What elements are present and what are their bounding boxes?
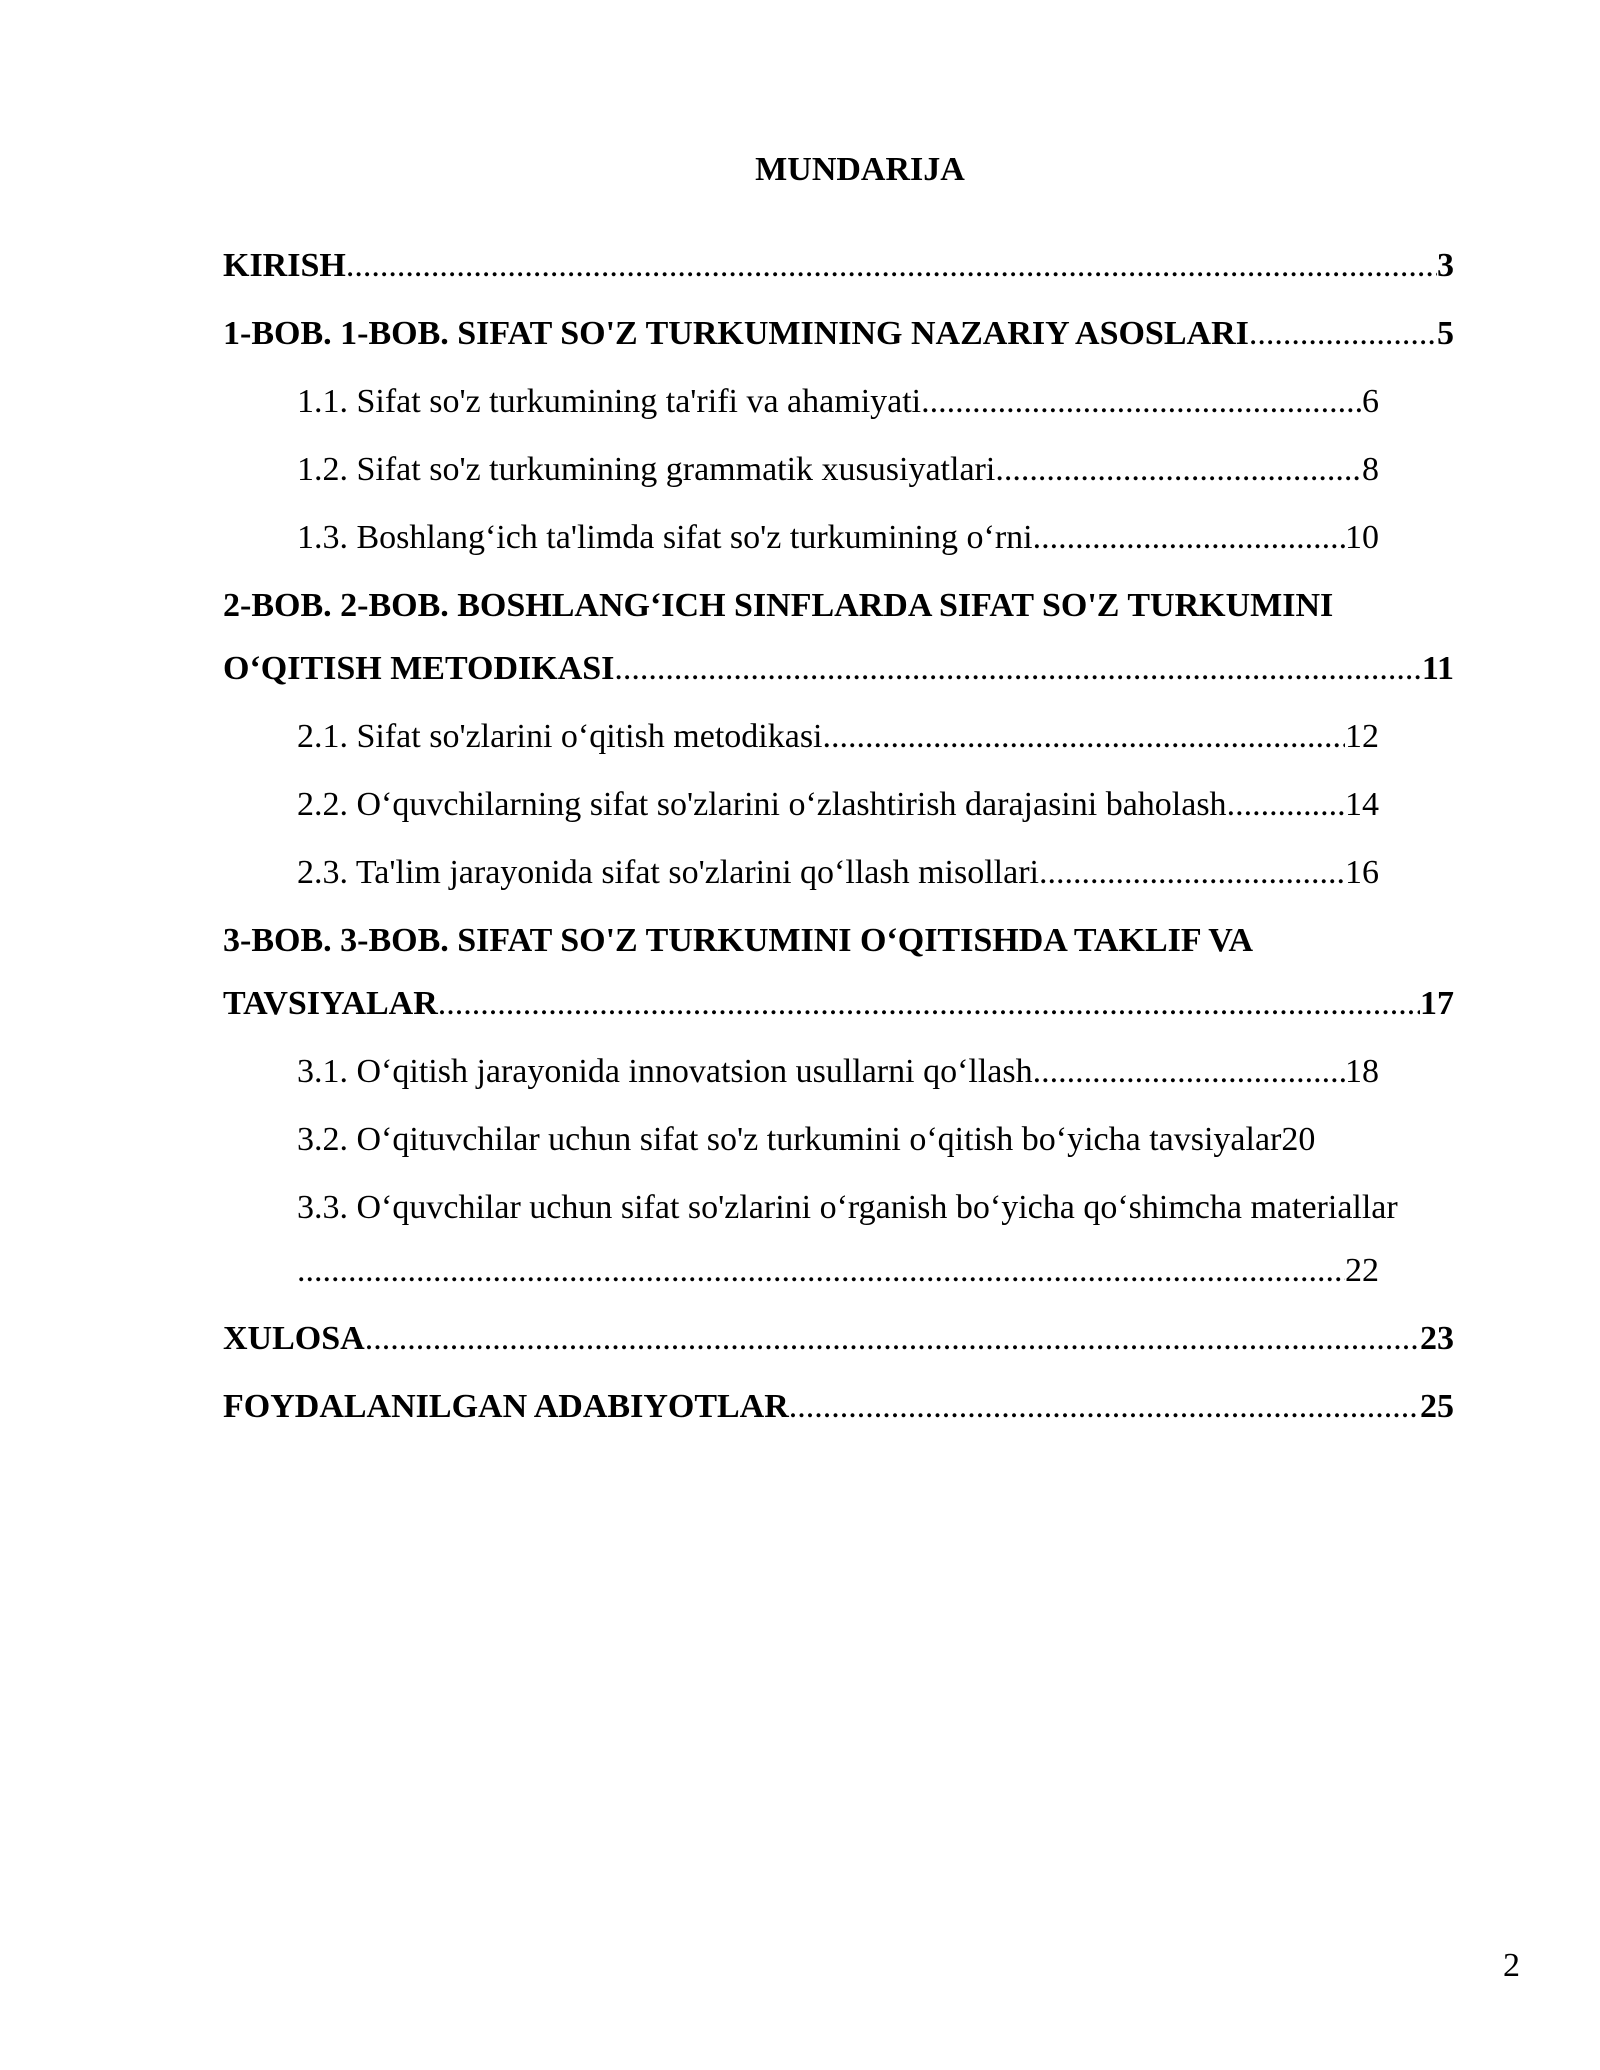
toc-entry-page: 6 <box>1362 383 1379 420</box>
toc-leader-dots <box>1249 314 1437 354</box>
toc-entry-title: 2.1. Sifat so'zlarini o‘qitish metodikasi <box>297 718 823 755</box>
toc-entry-title: O‘QITISH METODIKASI <box>223 650 615 687</box>
toc-entry-title: FOYDALANILGAN ADABIYOTLAR <box>223 1388 789 1425</box>
toc-entry-page: 20 <box>1281 1121 1316 1158</box>
toc-entry-page: 11 <box>1421 650 1454 687</box>
toc-leader-dots <box>1227 785 1345 825</box>
toc-entry-adabiyotlar[interactable] <box>223 1387 1454 1427</box>
page-title: MUNDARIJA <box>755 151 965 188</box>
toc-leader-dots <box>921 382 1362 422</box>
toc-entry-2-3[interactable] <box>297 853 1379 893</box>
toc-entry-title: 1-BOB. 1-BOB. SIFAT SO'Z TURKUMINING NAZARIY ASOSLARI <box>223 315 1249 352</box>
toc-leader-dots <box>614 649 1421 689</box>
toc-leader-dots <box>346 246 1437 286</box>
toc-entry-title: 3.1. O‘qitish jarayonida innovatsion usullarni qo‘llash <box>297 1053 1033 1090</box>
toc-entry-3-2[interactable] <box>297 1120 1427 1160</box>
toc-entry-title: XULOSA <box>223 1320 365 1357</box>
toc-entry-3-3-line1[interactable]: 3.3. O‘quvchilar uchun sifat so'zlarini o‘rganish bo‘yicha qo‘shimcha materiallar <box>297 1189 1398 1226</box>
toc-entry-page: 14 <box>1345 786 1379 823</box>
toc-leader-dots <box>995 450 1362 490</box>
toc-entry-2-2[interactable] <box>297 785 1379 825</box>
toc-entry-page: 8 <box>1362 451 1379 488</box>
toc-entry-page: 22 <box>1345 1252 1379 1289</box>
toc-entry-1-2[interactable] <box>297 450 1379 490</box>
toc-entry-1-1[interactable] <box>297 382 1379 422</box>
toc-entry-page: 5 <box>1437 315 1454 352</box>
toc-entry-3-3[interactable] <box>297 1251 1379 1291</box>
toc-leader-dots <box>823 717 1345 757</box>
toc-entry-title: TAVSIYALAR <box>223 985 438 1022</box>
toc-leader-dots <box>297 1251 1345 1291</box>
toc-entry-page: 23 <box>1420 1320 1454 1357</box>
toc-leader-dots <box>1039 853 1345 893</box>
toc-leader-dots <box>1033 1052 1345 1092</box>
toc-entry-title: 2.2. O‘quvchilarning sifat so'zlarini o‘zlashtirish darajasini baholash <box>297 786 1227 823</box>
toc-leader-dots <box>365 1319 1420 1359</box>
toc-leader-dots <box>438 984 1420 1024</box>
toc-entry-title: 1.3. Boshlang‘ich ta'limda sifat so'z turkumining o‘rni <box>297 519 1033 556</box>
toc-entry-2-1[interactable] <box>297 717 1379 757</box>
toc-leader-dots <box>1033 518 1345 558</box>
toc-entry-bob1[interactable] <box>223 314 1454 354</box>
toc-entry-xulosa[interactable] <box>223 1319 1454 1359</box>
toc-leader-dots <box>789 1387 1420 1427</box>
toc-entry-bob3-line1[interactable]: 3-BOB. 3-BOB. SIFAT SO'Z TURKUMINI O‘QITISHDA TAKLIF VA <box>223 922 1253 959</box>
toc-entry-page: 17 <box>1420 985 1454 1022</box>
toc-entry-page: 16 <box>1345 854 1379 891</box>
toc-entry-page: 3 <box>1437 247 1454 284</box>
toc-entry-3-1[interactable] <box>297 1052 1379 1092</box>
toc-entry-title: KIRISH <box>223 247 346 284</box>
toc-entry-title: 1.1. Sifat so'z turkumining ta'rifi va ahamiyati <box>297 383 922 420</box>
toc-entry-title: 3.2. O‘qituvchilar uchun sifat so'z turkumini o‘qitish bo‘yicha tavsiyalar <box>297 1121 1282 1158</box>
toc-entry-bob3[interactable] <box>223 984 1454 1024</box>
toc-entry-page: 10 <box>1345 519 1379 556</box>
toc-entry-title: 1.2. Sifat so'z turkumining grammatik xususiyatlari <box>297 451 996 488</box>
toc-entry-bob2-line1[interactable]: 2-BOB. 2-BOB. BOSHLANG‘ICH SINFLARDA SIFAT SO'Z TURKUMINI <box>223 587 1334 624</box>
toc-entry-bob2[interactable] <box>223 649 1454 689</box>
toc-entry-page: 18 <box>1345 1053 1379 1090</box>
toc-entry-title: 2.3. Ta'lim jarayonida sifat so'zlarini qo‘llash misollari <box>297 854 1039 891</box>
toc-entry-kirish[interactable] <box>223 246 1454 286</box>
toc-entry-page: 25 <box>1420 1388 1454 1425</box>
page-number: 2 <box>1503 1947 1520 1984</box>
toc-entry-1-3[interactable] <box>297 518 1379 558</box>
toc-entry-page: 12 <box>1345 718 1379 755</box>
